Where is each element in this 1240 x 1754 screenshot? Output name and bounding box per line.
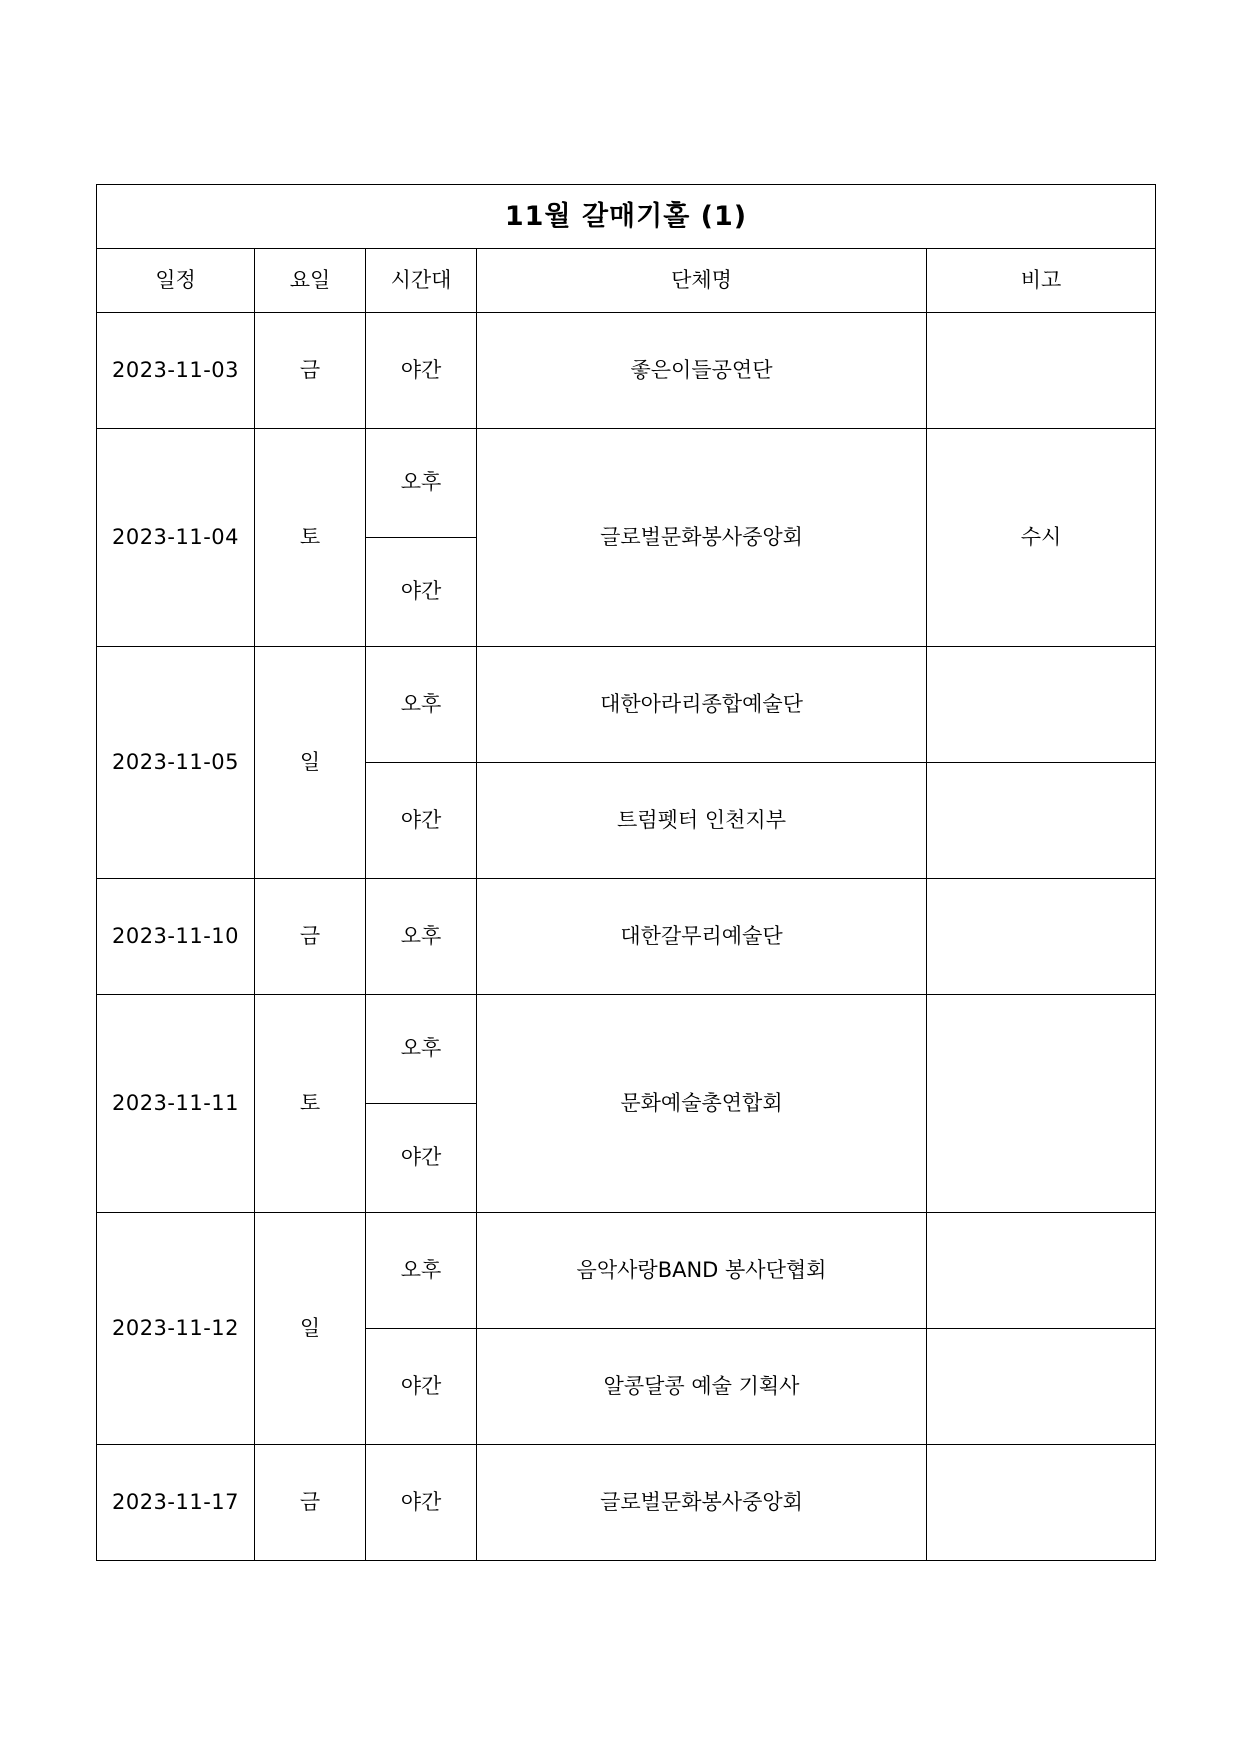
cell-note (927, 763, 1156, 879)
table-row (97, 879, 1156, 995)
cell-day: 금 (255, 879, 366, 995)
cell-group: 대한아라리종합예술단 (477, 647, 927, 763)
cell-time: 오후 (366, 429, 477, 538)
header-group: 단체명 (477, 249, 927, 313)
cell-date: 2023-11-10 (97, 879, 255, 995)
cell-time: 오후 (366, 1213, 477, 1329)
cell-note: 수시 (927, 429, 1156, 647)
cell-note (927, 1213, 1156, 1329)
cell-time: 야간 (366, 538, 477, 647)
cell-day: 토 (255, 995, 366, 1213)
cell-group: 트럼펫터 인천지부 (477, 763, 927, 879)
cell-time: 야간 (366, 1329, 477, 1445)
cell-group: 좋은이들공연단 (477, 313, 927, 429)
title-row (97, 185, 1156, 249)
cell-time: 야간 (366, 763, 477, 879)
cell-time: 오후 (366, 995, 477, 1104)
cell-time: 오후 (366, 879, 477, 995)
cell-day: 토 (255, 429, 366, 647)
cell-date: 2023-11-17 (97, 1445, 255, 1561)
table-row (97, 647, 1156, 763)
cell-date: 2023-11-12 (97, 1213, 255, 1445)
cell-group: 글로벌문화봉사중앙회 (477, 1445, 927, 1561)
cell-note (927, 995, 1156, 1213)
header-time: 시간대 (366, 249, 477, 313)
cell-group: 문화예술총연합회 (477, 995, 927, 1213)
cell-group: 알콩달콩 예술 기획사 (477, 1329, 927, 1445)
cell-time: 야간 (366, 1104, 477, 1213)
cell-time: 야간 (366, 1445, 477, 1561)
cell-day: 일 (255, 1213, 366, 1445)
cell-date: 2023-11-04 (97, 429, 255, 647)
header-row (97, 249, 1156, 313)
cell-group: 음악사랑BAND 봉사단협회 (477, 1213, 927, 1329)
table-title: 11월 갈매기홀 (1) (97, 185, 1156, 249)
table-row (97, 1213, 1156, 1329)
cell-note (927, 1329, 1156, 1445)
header-day: 요일 (255, 249, 366, 313)
cell-date: 2023-11-03 (97, 313, 255, 429)
schedule-table (96, 184, 1156, 1561)
table-row (97, 995, 1156, 1104)
cell-group: 글로벌문화봉사중앙회 (477, 429, 927, 647)
cell-date: 2023-11-05 (97, 647, 255, 879)
table-row (97, 1445, 1156, 1561)
cell-time: 오후 (366, 647, 477, 763)
cell-day: 일 (255, 647, 366, 879)
cell-group: 대한갈무리예술단 (477, 879, 927, 995)
cell-day: 금 (255, 1445, 366, 1561)
cell-note (927, 647, 1156, 763)
cell-time: 야간 (366, 313, 477, 429)
cell-note (927, 879, 1156, 995)
table-row (97, 429, 1156, 538)
header-note: 비고 (927, 249, 1156, 313)
header-date: 일정 (97, 249, 255, 313)
cell-date: 2023-11-11 (97, 995, 255, 1213)
table-row (97, 313, 1156, 429)
cell-note (927, 1445, 1156, 1561)
cell-note (927, 313, 1156, 429)
cell-day: 금 (255, 313, 366, 429)
